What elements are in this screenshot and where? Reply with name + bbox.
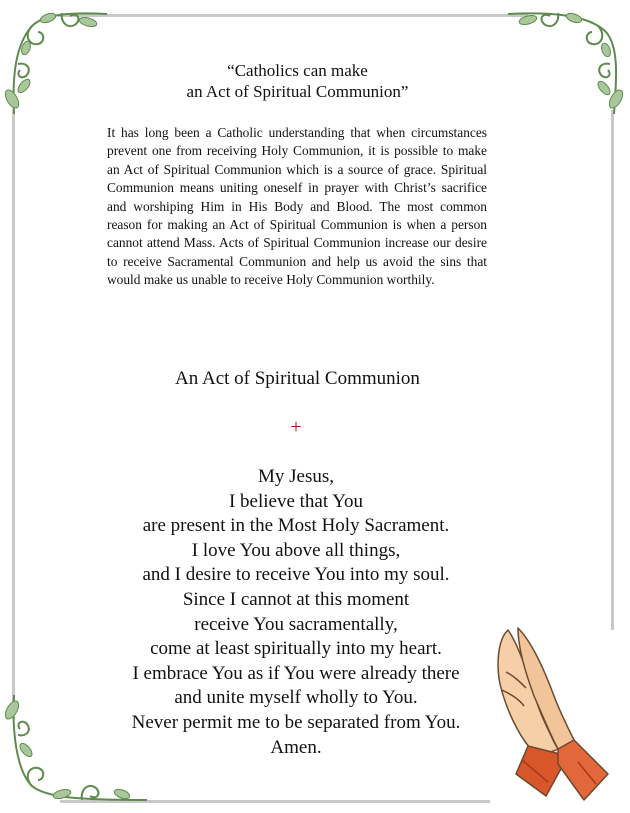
prayer-line: Never permit me to be separated from You. — [131, 711, 461, 733]
vine-corner-icon — [498, 4, 628, 119]
quote-line-1: “Catholics can make — [227, 61, 368, 80]
prayer-line: I love You above all things, — [191, 539, 401, 561]
frame-top-border — [58, 14, 528, 17]
frame-right-border — [611, 110, 614, 630]
vine-corner-icon — [2, 4, 112, 119]
intro-paragraph: It has long been a Catholic understanding that when circumstances prevent one from receiving Holy Communion, it is possible to make an Act of Spiritual Communion which is a source of grace. Spiritual Communion means uniting oneself in prayer with Christ’s sacrifice and worshiping Him in His Body and Blood. The most common reason for making an Act of Spiritual Communion is when a person cannot attend Mass. Acts of Spiritual Communion increase our desire to receive Sacramental Communion and help us avoid the sins that would make us unable to receive Holy Communion worthily. — [107, 125, 487, 288]
prayer-line: are present in the Most Holy Sacrament. — [142, 515, 450, 537]
prayer-line: Since I cannot at this moment — [182, 588, 410, 610]
quote-line-2: an Act of Spiritual Communion” — [186, 82, 409, 101]
prayer-line: and unite myself wholly to You. — [174, 687, 418, 709]
praying-hands-icon — [488, 624, 618, 804]
prayer-title: An Act of Spiritual Communion — [175, 368, 420, 389]
prayer-text — [90, 465, 502, 760]
quote-header — [100, 60, 495, 102]
prayer-line: receive You sacramentally, — [194, 613, 398, 635]
prayer-line: and I desire to receive You into my soul. — [142, 564, 450, 586]
cross-symbol: + — [290, 416, 302, 438]
prayer-line: My Jesus, — [257, 466, 334, 487]
frame-left-border — [12, 110, 15, 710]
prayer-line: I embrace You as if You were already there — [132, 662, 460, 684]
prayer-line: Amen. — [270, 736, 322, 758]
prayer-line: come at least spiritually into my heart. — [150, 638, 442, 660]
prayer-line: I believe that You — [228, 490, 364, 512]
